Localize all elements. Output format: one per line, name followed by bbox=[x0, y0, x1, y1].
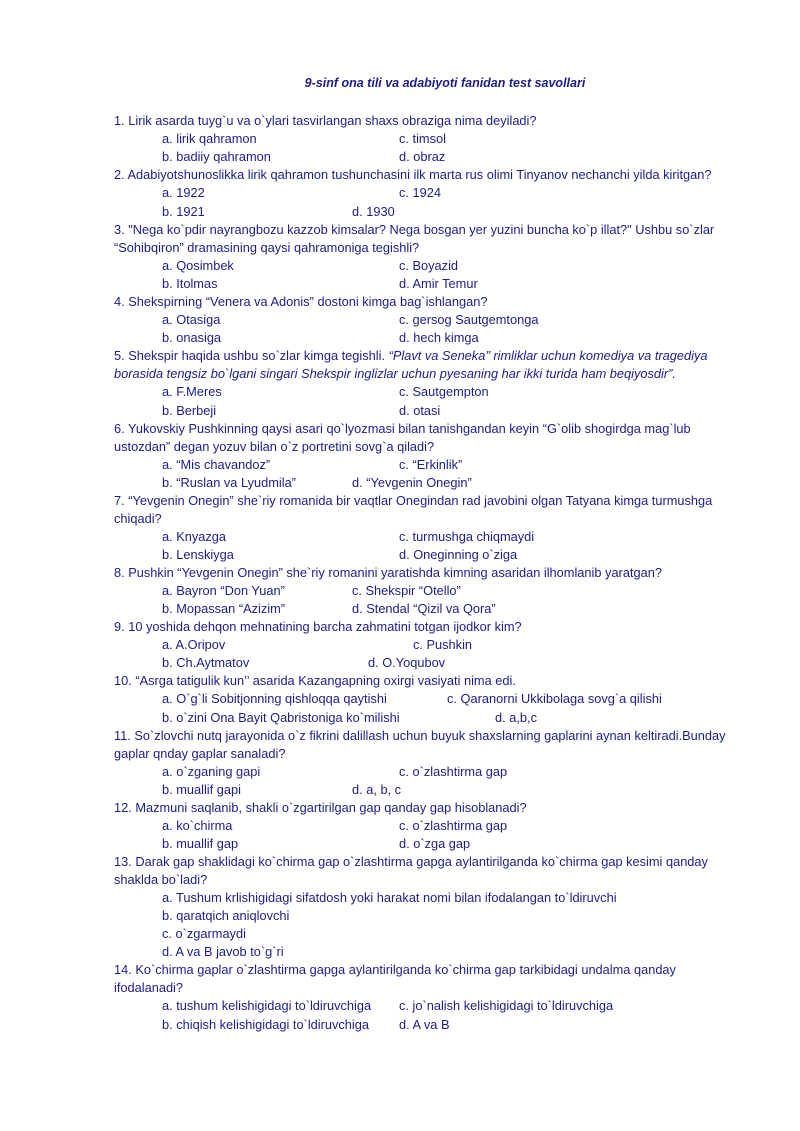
question-1: 1. Lirik asarda tuyg`u va o`ylari tasvirlangan shaxs obraziga nima deyiladi? bbox=[114, 113, 537, 128]
option-5d: d. otasi bbox=[399, 403, 441, 418]
question-4: 4. Shekspirning “Venera va Adonis” dostoni kimga bag`ishlangan? bbox=[114, 294, 488, 309]
option-1d: d. obraz bbox=[399, 149, 446, 164]
question-2: 2. Adabiyotshunoslikka lirik qahramon tushunchasini ilk marta rus olimi Tinyanov nechanchi yilda kiritgan? bbox=[114, 167, 712, 182]
question-14-line-1: 14. Ko`chirma gaplar o`zlashtirma gapga aylantirilganda ko`chirma gap tarkibidagi undalma qanday bbox=[114, 962, 676, 977]
option-14d: d. A va B bbox=[399, 1017, 450, 1032]
option-3a: a. Qosimbek bbox=[162, 258, 234, 273]
question-5-quote: “Plavt va Seneka’’ rimliklar uchun komediya va tragediya bbox=[388, 348, 708, 363]
option-4c: c. gersog Sautgemtonga bbox=[399, 312, 539, 327]
question-5-line-2: borasida tengsiz bo`lgani singari Shekspir inglizlar uchun pyesaning har ikki turida ham beqiyosdir”. bbox=[114, 366, 676, 381]
option-12d: d. o`zga gap bbox=[399, 836, 471, 851]
option-6c: c. “Erkinlik” bbox=[399, 457, 463, 472]
option-11d: d. a, b, c bbox=[352, 782, 402, 797]
option-7a: a. Knyazga bbox=[162, 529, 227, 544]
question-13-line-2: shaklda bo`ladi? bbox=[114, 872, 208, 887]
option-10b: b. o`zini Ona Bayit Qabristoniga ko`milishi bbox=[162, 710, 400, 725]
question-5-lead: 5. Shekspir haqida ushbu so`zlar kimga tegishli. bbox=[114, 348, 389, 363]
option-4b: b. onasiga bbox=[162, 330, 222, 345]
option-1c: c. timsol bbox=[399, 131, 446, 146]
option-9c: c. Pushkin bbox=[413, 637, 473, 652]
question-14-line-2: ifodalanadi? bbox=[114, 980, 184, 995]
option-6a: a. “Mis chavandoz” bbox=[162, 457, 271, 472]
question-9: 9. 10 yoshida dehqon mehnatining barcha zahmatini totgan ijodkor kim? bbox=[114, 619, 522, 634]
option-5b: b. Berbeji bbox=[162, 403, 217, 418]
option-9a: a. A.Oripov bbox=[162, 637, 226, 652]
option-5c: c. Sautgempton bbox=[399, 384, 489, 399]
option-2a: a. 1922 bbox=[162, 185, 205, 200]
option-7b: b. Lenskiyga bbox=[162, 547, 234, 562]
option-14b: b. chiqish kelishigidagi to`ldiruvchiga bbox=[162, 1017, 369, 1032]
option-3b: b. Itolmas bbox=[162, 276, 218, 291]
option-5a: a. F.Meres bbox=[162, 384, 222, 399]
question-7-line-2: chiqadi? bbox=[114, 511, 162, 526]
option-12a: a. ko`chirma bbox=[162, 818, 233, 833]
question-3-line-2: “Sohibqiron” dramasining qaysi qahramoniga tegishli? bbox=[114, 240, 420, 255]
question-6-line-1: 6. Yukovskiy Pushkinning qaysi asari qo`lyozmasi bilan tanishgandan keyin “G`olib shogirdga mag`lub bbox=[114, 421, 691, 436]
option-13d: d. A va B javob to`g`ri bbox=[162, 944, 284, 959]
page-title: 9-sinf ona tili va adabiyoti fanidan test savollari bbox=[304, 76, 586, 90]
option-7c: c. turmushga chiqmaydi bbox=[399, 529, 535, 544]
question-6-line-2: ustozdan” degan yozuv bilan o`z portretini sovg`a qiladi? bbox=[114, 439, 435, 454]
option-10a: a. O`g`li Sobitjonning qishloqqa qaytishi bbox=[162, 691, 387, 706]
question-13-line-1: 13. Darak gap shaklidagi ko`chirma gap o`zlashtirma gapga aylantirilganda ko`chirma gap kesimi qanday bbox=[114, 854, 708, 869]
option-6b: b. “Ruslan va Lyudmila” bbox=[162, 475, 296, 490]
option-3c: c. Boyazid bbox=[399, 258, 459, 273]
question-11-line-1: 11. So`zlovchi nutq jarayonida o`z fikrini dalillash uchun buyuk shaxslarning gaplarini aynan keltiradi.Bunday bbox=[114, 728, 726, 743]
option-4d: d. hech kimga bbox=[399, 330, 479, 345]
option-10c: c. Qaranorni Ukkibolaga sovg`a qilishi bbox=[447, 691, 662, 706]
option-8c: c. Shekspir “Otello” bbox=[352, 583, 461, 598]
option-13b: b. qaratqich aniqlovchi bbox=[162, 908, 290, 923]
option-9d: d. O.Yoqubov bbox=[368, 655, 446, 670]
option-4a: a. Otasiga bbox=[162, 312, 221, 327]
option-8a: a. Bayron “Don Yuan” bbox=[162, 583, 285, 598]
option-13c: c. o`zgarmaydi bbox=[162, 926, 246, 941]
option-6d: d. “Yevgenin Onegin” bbox=[352, 475, 472, 490]
option-14a: a. tushum kelishigidagi to`ldiruvchiga bbox=[162, 998, 372, 1013]
option-8b: b. Mopassan “Azizim” bbox=[162, 601, 286, 616]
option-9b: b. Ch.Aytmatov bbox=[162, 655, 250, 670]
question-7-line-1: 7. “Yevgenin Onegin” she`riy romanida bir vaqtlar Onegindan rad javobini olgan Tatyana kimga turmushga bbox=[114, 493, 713, 508]
option-10d: d. a,b,c bbox=[495, 710, 537, 725]
option-13a: a. Tushum krlishigidagi sifatdosh yoki harakat nomi bilan ifodalangan to`ldiruvchi bbox=[162, 890, 617, 905]
option-2b: b. 1921 bbox=[162, 204, 205, 219]
option-11a: a. o`zganing gapi bbox=[162, 764, 261, 779]
question-3-line-1: 3. "Nega ko`pdir nayrangbozu kazzob kimsalar? Nega bosgan yer yuzini buncha ko`p illat?" Ushbu so`zlar bbox=[114, 222, 715, 237]
question-11-line-2: gaplar qnday gaplar sanaladi? bbox=[114, 746, 286, 761]
option-2d: d. 1930 bbox=[352, 204, 395, 219]
option-11b: b. muallif gapi bbox=[162, 782, 241, 797]
question-5-line-1 bbox=[114, 347, 707, 365]
option-11c: c. o`zlashtirma gap bbox=[399, 764, 508, 779]
option-8d: d. Stendal “Qizil va Qora” bbox=[352, 601, 496, 616]
question-8: 8. Pushkin “Yevgenin Onegin” she`riy romanini yaratishda kimning asaridan ilhomlanib yaratgan? bbox=[114, 565, 662, 580]
option-12c: c. o`zlashtirma gap bbox=[399, 818, 508, 833]
option-14c: c. jo`nalish kelishigidagi to`ldiruvchiga bbox=[399, 998, 614, 1013]
option-1a: a. lirik qahramon bbox=[162, 131, 257, 146]
option-3d: d. Amir Temur bbox=[399, 276, 478, 291]
question-12: 12. Mazmuni saqlanib, shakli o`zgartirilgan gap qanday gap hisoblanadi? bbox=[114, 800, 527, 815]
option-7d: d. Oneginning o`ziga bbox=[399, 547, 518, 562]
option-1b: b. badiiy qahramon bbox=[162, 149, 271, 164]
option-12b: b. muallif gap bbox=[162, 836, 239, 851]
option-2c: c. 1924 bbox=[399, 185, 441, 200]
question-10: 10. “Asrga tatigulik kun’’ asarida Kazangapning oxirgi vasiyati nima edi. bbox=[114, 673, 516, 688]
